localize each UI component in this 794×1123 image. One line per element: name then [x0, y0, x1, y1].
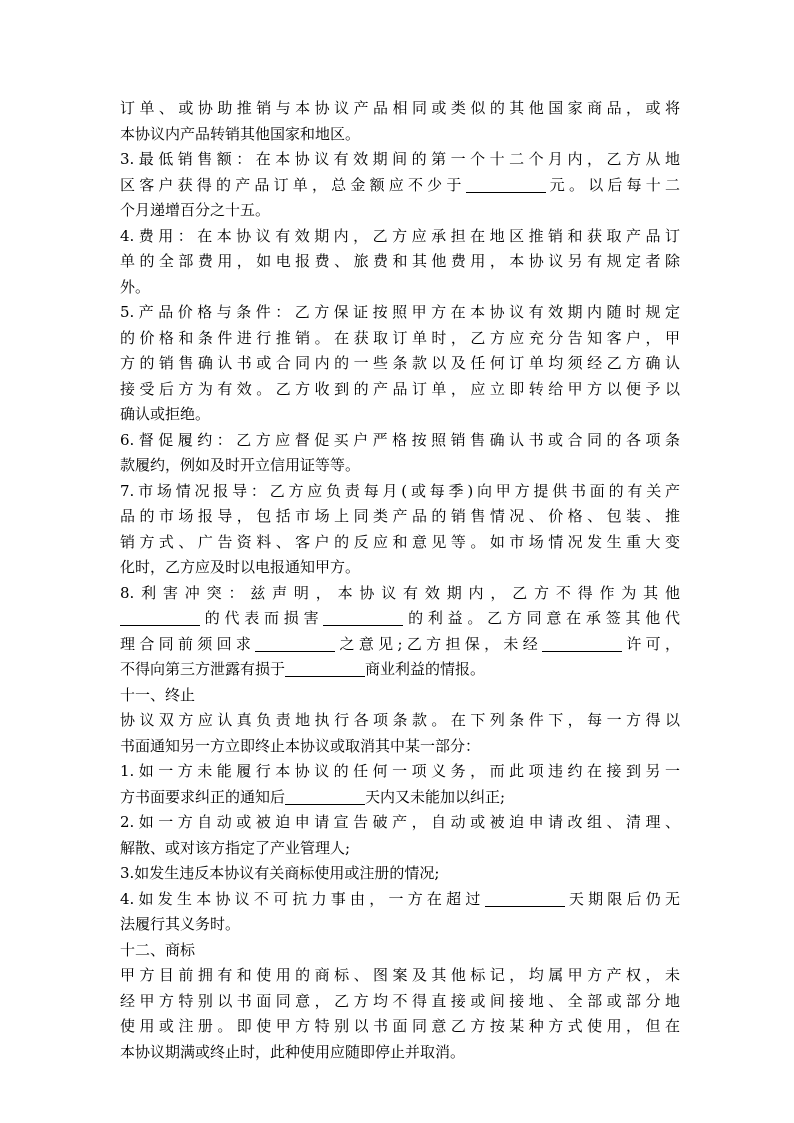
- text-line: [120, 657, 680, 683]
- text-line: 使用或注册。即使甲方特别以书面同意乙方按某种方式使用，但在: [120, 1017, 680, 1035]
- text-line: 本协议期满或终止时，此种使用应随即停止并取消。: [120, 1042, 466, 1061]
- text-line: 3.最低销售额：在本协议有效期间的第一个十二个月内，乙方从地: [120, 150, 680, 168]
- section-heading: 十一、终止: [120, 685, 196, 704]
- text-line: [120, 606, 680, 632]
- text-line: 接受后方为有效。乙方收到的产品订单，应立即转给甲方以便予以: [120, 379, 680, 398]
- text-segment: 理合同前须回求: [120, 634, 256, 653]
- text-line: 8.利害冲突：兹声明，本协议有效期内，乙方不得作为其他: [120, 583, 680, 602]
- text-line: 7.市场情况报导：乙方应负责每月(或每季)向甲方提供书面的有关产: [120, 481, 680, 500]
- fill-blank: [466, 176, 546, 193]
- text-line: 甲方目前拥有和使用的商标、图案及其他标记，均属甲方产权，未: [120, 966, 680, 984]
- text-line: 销方式、广告资料、客户的反应和意见等。如市场情况发生重大变: [120, 532, 680, 551]
- text-segment: 4.如发生本协议不可抗力事由，一方在超过: [120, 889, 485, 908]
- text-line: 5.产品价格与条件：乙方保证按照甲方在本协议有效期内随时规定: [120, 303, 680, 321]
- fill-blank: [323, 609, 403, 626]
- text-line: 本协议内产品转销其他国家和地区。: [120, 124, 361, 143]
- fill-blank: [255, 635, 335, 652]
- text-segment: 的利益。乙方同意在承签其他代: [403, 609, 680, 627]
- text-segment: 不得向第三方泄露有损于: [120, 660, 286, 678]
- text-line: 1.如一方未能履行本协议的任何一项义务，而此项违约在接到另一: [120, 762, 680, 780]
- text-segment: 商业利益的情报。: [365, 660, 486, 678]
- text-line: 方的销售确认书或合同内的一些条款以及任何订单均须经乙方确认: [120, 354, 680, 372]
- text-segment: 天期限后仍无: [564, 889, 680, 908]
- fill-blank: [542, 635, 622, 652]
- fill-blank: [120, 609, 200, 626]
- text-line: 4.费用：在本协议有效期内，乙方应承担在地区推销和获取产品订: [120, 226, 680, 245]
- text-line: 2.如一方自动或被迫申请宣告破产，自动或被迫申请改组、清理、: [120, 813, 680, 831]
- text-line: 外。: [120, 277, 151, 296]
- text-segment: 之意见;乙方担保，未经: [335, 634, 543, 653]
- text-line: 单的全部费用，如电报费、旅费和其他费用，本协议另有规定者除: [120, 252, 680, 270]
- document-page: [120, 96, 680, 1065]
- text-line: [120, 785, 680, 811]
- text-segment: 方书面要求纠正的通知后: [120, 787, 286, 806]
- fill-blank: [285, 788, 365, 805]
- text-line: 书面通知另一方立即终止本协议或取消其中某一部分：: [120, 736, 481, 755]
- text-line: 经甲方特别以书面同意，乙方均不得直接或间接地、全部或部分地: [120, 991, 680, 1010]
- text-line: [120, 632, 680, 658]
- text-segment: 的代表而损害: [200, 609, 324, 627]
- text-segment: 天内又未能加以纠正;: [365, 787, 506, 806]
- text-line: [120, 173, 680, 199]
- text-segment: 区客户获得的产品订单，总金额应不少于: [120, 175, 466, 194]
- text-line: 个月递增百分之十五。: [120, 201, 271, 219]
- fill-blank: [485, 890, 565, 907]
- text-segment: 元。以后每十二: [545, 175, 680, 194]
- text-line: 品的市场报导，包括市场上同类产品的销售情况、价格、包装、推: [120, 507, 680, 525]
- text-line: 订单、或协助推销与本协议产品相同或类似的其他国家商品，或将: [120, 99, 680, 117]
- text-line: [120, 887, 680, 913]
- text-line: 的价格和条件进行推销。在获取订单时，乙方应充分告知客户，甲: [120, 328, 680, 347]
- fill-blank: [285, 660, 365, 677]
- text-line: 款履约，例如及时开立信用证等等。: [120, 456, 361, 474]
- text-line: 确认或拒绝。: [120, 405, 211, 423]
- text-line: 化时，乙方应及时以电报通知甲方。: [120, 558, 361, 576]
- text-line: 解散、或对该方指定了产业管理人;: [120, 838, 351, 857]
- text-line: 3.如发生违反本协议有关商标使用或注册的情况;: [120, 864, 440, 882]
- text-line: 协议双方应认真负责地执行各项条款。在下列条件下，每一方得以: [120, 711, 680, 729]
- text-segment: 许可，: [622, 634, 680, 653]
- text-line: 6.督促履约：乙方应督促买户严格按照销售确认书或合同的各项条: [120, 430, 680, 449]
- section-heading: 十二、商标: [120, 940, 196, 959]
- text-line: 法履行其义务时。: [120, 915, 241, 933]
